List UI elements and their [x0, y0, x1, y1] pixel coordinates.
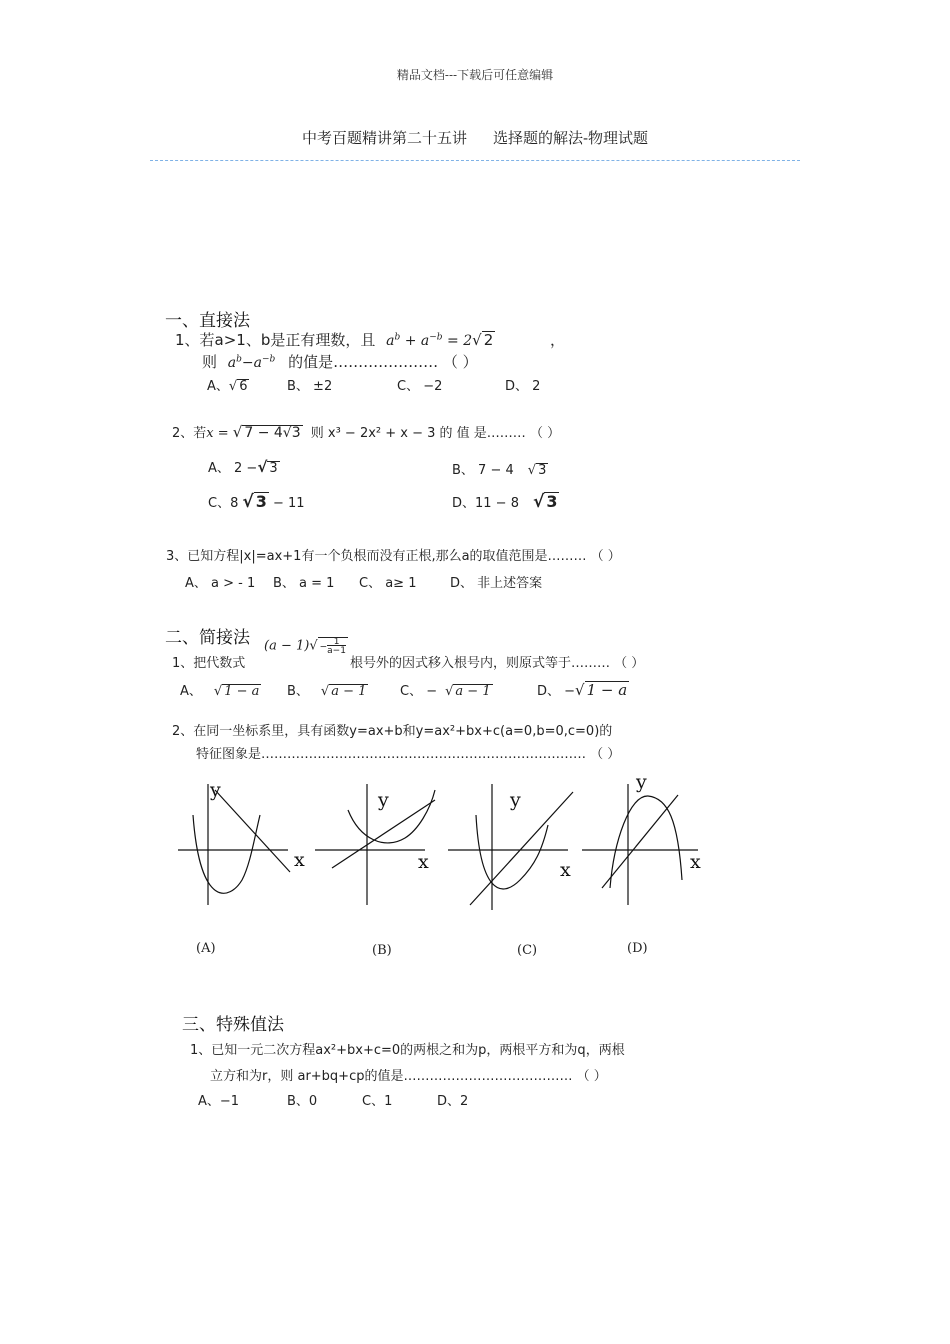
s1-q2-option-a: A、 2 −√ 3	[208, 458, 278, 476]
s1-q1-rhs: = 2	[442, 333, 473, 349]
s3-q1-option-d: D、2	[437, 1094, 469, 1109]
graph-b-x-label: x	[418, 851, 429, 873]
function-graphs	[170, 770, 720, 970]
s1-q2-radicand: 7 − 4√3	[244, 425, 301, 441]
s2-q1-option-d: D、 −√ 1 − a	[537, 681, 628, 699]
s1-q1-option-c: C、 −2	[397, 379, 443, 394]
s1-q1-exp1: b	[394, 332, 401, 343]
s1-q3-stem: 3、已知方程|x|=ax+1有一个负根而没有正根,那么a的取值范围是……… （ ）	[166, 549, 621, 564]
section2-heading: 二、简接法	[165, 628, 250, 648]
s3-q1-line2: 立方和为r，则 ar+bq+cp的值是………………………………… （ ）	[210, 1069, 607, 1084]
graph-a-y-label: y	[210, 779, 221, 801]
s2-q1-option-a: A、 √ 1 − a	[180, 684, 260, 699]
graph-d-caption: (D)	[627, 941, 648, 956]
s1-q1-option-d: D、 2	[505, 379, 541, 394]
s1-q1-expr: a	[386, 333, 395, 349]
graph-a-caption: (A)	[196, 941, 216, 956]
s1-q1-option-b: B、 ±2	[287, 379, 333, 394]
graph-c-parabola	[476, 815, 548, 889]
s3-q1-option-b: B、0	[287, 1094, 318, 1109]
s2-q2-line2: 特征图象是………………………………………………………………… （ ）	[196, 747, 621, 762]
s2-q1-suffix: 根号外的因式移入根号内，则原式等于……… （ ）	[350, 656, 645, 671]
s1-q1-line1: 1、若a>1、b是正有理数，且 $a^b + a^{-b} = 2√$ 2 ，	[175, 331, 566, 349]
s1-q1-option-a: A、√ 6	[207, 379, 248, 394]
s1-q1-line2-expr: a	[227, 355, 237, 371]
graph-c-caption: (C)	[517, 943, 538, 958]
graph-b	[315, 784, 435, 905]
graph-a-line	[215, 790, 290, 872]
s1-q3-option-a: A、 a > - 1	[185, 576, 256, 591]
title-right: 选择题的解法-物理试题	[492, 129, 649, 147]
s1-q1-line2-exp1: b	[236, 354, 242, 365]
title-left: 中考百题精讲第二十五讲	[301, 129, 467, 147]
document-title	[0, 127, 950, 148]
s1-q1-comma: ，	[550, 331, 566, 349]
graph-d-line	[602, 795, 678, 888]
s1-q1-line2-suffix: 的值是………………… （ ）	[288, 353, 478, 371]
s1-q1-line2-mid: −a	[241, 355, 262, 371]
s1-q1-prefix: 1、若a>1、b是正有理数，且	[175, 331, 376, 349]
s3-q1-option-c: C、1	[362, 1094, 393, 1109]
s1-q2-stem: 2、若x = √ 7 − 4√3 则 x³ − 2x² + x − 3 的 值 是……… （ ）	[172, 423, 561, 441]
graph-d-x-label: x	[690, 851, 701, 873]
graph-d-parabola	[610, 796, 682, 888]
s2-q1-option-b: B、 √ a − 1	[287, 684, 367, 699]
s3-q1-option-a: A、−1	[198, 1094, 240, 1109]
graph-d	[582, 784, 698, 905]
graph-a	[178, 784, 290, 905]
s2-q1-option-c: C、 − √ a − 1	[400, 684, 491, 699]
s3-q1-line1: 1、已知一元二次方程ax²+bx+c=0的两根之和为p，两根平方和为q，两根	[190, 1043, 625, 1058]
graph-b-parabola	[348, 790, 435, 843]
s1-q1-line2	[202, 351, 478, 372]
graph-d-y-label: y	[636, 771, 647, 793]
s1-q2-option-d: D、11 − 8 √ 3	[452, 492, 558, 512]
title-divider	[150, 160, 800, 161]
section3-heading: 三、特殊值法	[182, 1015, 284, 1035]
s1-q1-line2-prefix: 则	[202, 353, 218, 371]
graph-c-x-label: x	[560, 859, 571, 881]
section1-heading: 一、直接法	[165, 311, 250, 331]
graph-c-y-label: y	[510, 789, 521, 811]
graph-a-parabola	[193, 815, 260, 893]
graph-b-y-label: y	[378, 789, 389, 811]
s1-q2-option-c: C、8 √ 3 − 11	[208, 492, 305, 512]
s1-q1-radicand: 2	[483, 331, 494, 349]
s1-q3-option-d: D、 非上述答案	[450, 576, 543, 591]
s1-q3-option-c: C、 a≥ 1	[359, 576, 417, 591]
graph-a-x-label: x	[294, 849, 305, 871]
s1-q3-option-b: B、 a = 1	[273, 576, 335, 591]
s2-q2-line1: 2、在同一坐标系里，具有函数y=ax+b和y=ax²+bx+c(a=0,b=0,c=0)的	[172, 724, 613, 739]
s1-q1-exp2: −b	[429, 332, 443, 343]
graph-b-caption: (B)	[372, 943, 392, 958]
s2-q1-expression: $(a - 1)√ -\frac{1}{a-1}$	[264, 637, 346, 656]
s2-q1-prefix: 1、把代数式	[172, 656, 246, 671]
s1-q2-option-b: B、 7 − 4 √ 3	[452, 463, 547, 478]
s1-q1-mid: + a	[400, 333, 430, 349]
graph-c-line	[470, 792, 573, 905]
s1-q1-line2-exp2: −b	[262, 354, 276, 365]
page-header-watermark: 精品文档---下载后可任意编辑	[396, 68, 554, 82]
